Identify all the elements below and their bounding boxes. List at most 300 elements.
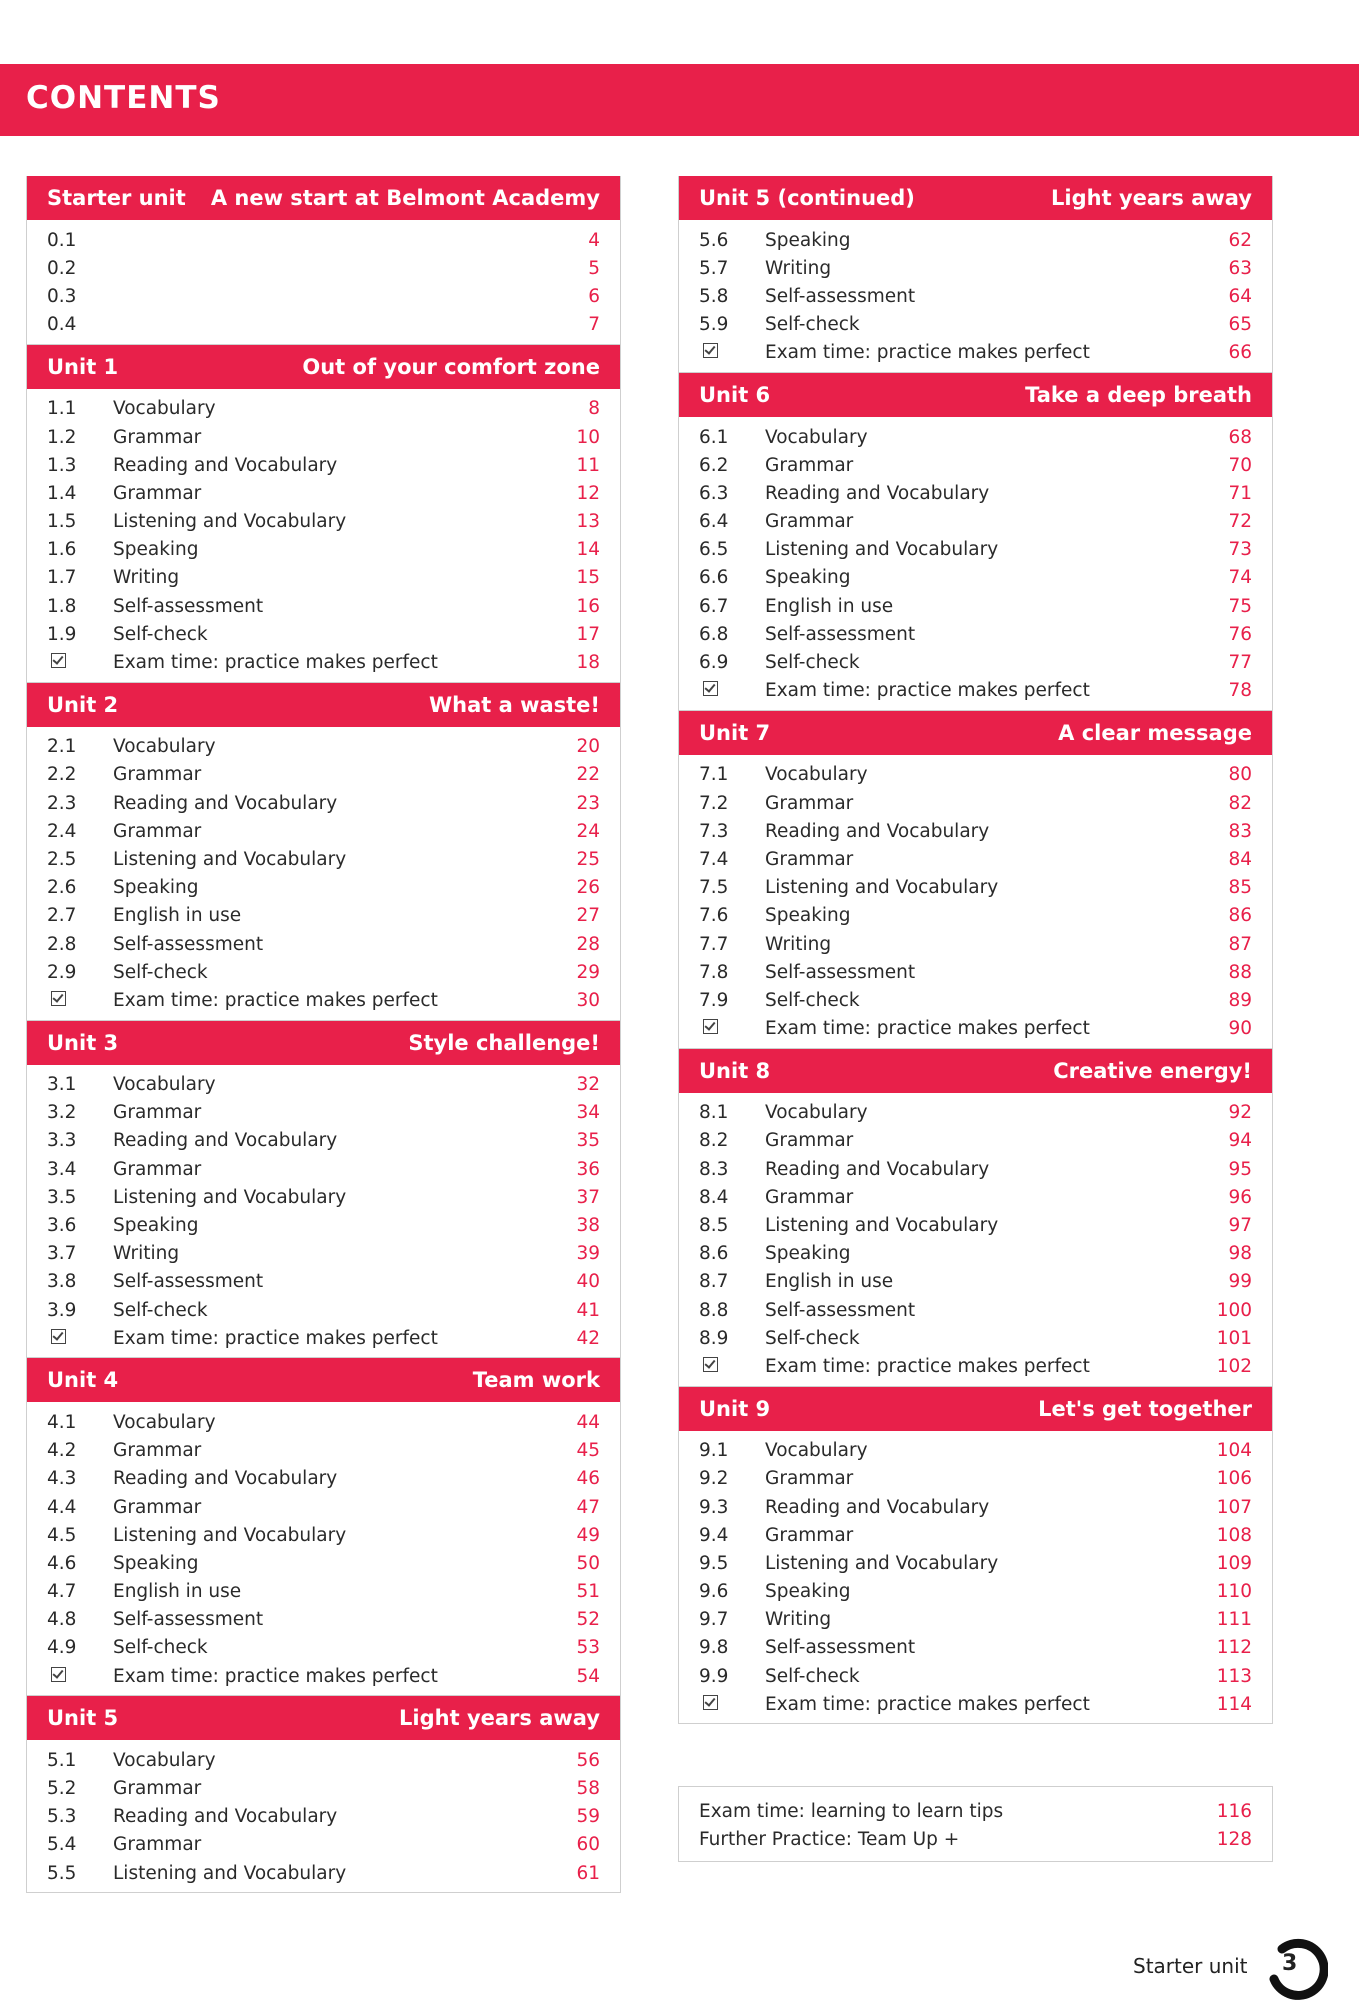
- section-name: Grammar: [113, 1496, 202, 1518]
- section-number: 2.6: [47, 877, 77, 899]
- contents-row[interactable]: [27, 282, 620, 310]
- contents-row[interactable]: [27, 1268, 620, 1296]
- contents-row[interactable]: [27, 451, 620, 479]
- section-number: 9.1: [699, 1440, 729, 1462]
- page-ref: 60: [576, 1834, 600, 1856]
- contents-banner: [0, 64, 1359, 136]
- section-number: 5.3: [47, 1806, 77, 1828]
- contents-row[interactable]: [679, 479, 1272, 507]
- contents-row[interactable]: [27, 311, 620, 339]
- exam-checkbox-icon: [699, 1356, 765, 1377]
- contents-row[interactable]: [27, 1465, 620, 1493]
- contents-row[interactable]: [679, 1634, 1272, 1662]
- section-name: Self-assessment: [765, 961, 916, 983]
- section-name: Writing: [113, 567, 180, 589]
- contents-row[interactable]: [27, 1746, 620, 1774]
- contents-row[interactable]: [679, 423, 1272, 451]
- contents-row[interactable]: [679, 1578, 1272, 1606]
- checkbox-icon: [703, 1357, 718, 1372]
- unit-section: [26, 176, 621, 345]
- extras-row[interactable]: [679, 1797, 1272, 1825]
- page-ref: 61: [576, 1862, 600, 1884]
- unit-title: Light years away: [1051, 186, 1252, 210]
- section-name: Speaking: [765, 229, 851, 251]
- section-name: Self-check: [765, 1327, 860, 1349]
- unit-header: [679, 373, 1272, 417]
- section-name: Grammar: [765, 848, 854, 870]
- contents-row[interactable]: [27, 874, 620, 902]
- unit-label: Unit 6: [699, 382, 771, 407]
- contents-row[interactable]: [27, 1859, 620, 1887]
- contents-row[interactable]: [27, 620, 620, 648]
- page-ref: 34: [576, 1102, 600, 1124]
- section-number: 2.2: [47, 764, 77, 786]
- contents-row[interactable]: [679, 508, 1272, 536]
- section-number: 5.5: [47, 1862, 77, 1884]
- section-number: 4.5: [47, 1524, 77, 1546]
- section-number: 4.7: [47, 1581, 77, 1603]
- section-name: Grammar: [113, 1102, 202, 1124]
- page-ref: 73: [1228, 539, 1252, 561]
- contents-row[interactable]: [27, 1606, 620, 1634]
- page-ref: 51: [576, 1581, 600, 1603]
- contents-row[interactable]: [679, 817, 1272, 845]
- extras-page: 128: [1216, 1828, 1252, 1850]
- unit-title: A clear message: [1058, 720, 1252, 745]
- section-name: Reading and Vocabulary: [765, 482, 990, 504]
- section-number: 7.7: [699, 933, 729, 955]
- extras-page: 116: [1216, 1800, 1252, 1822]
- contents-row[interactable]: [27, 1155, 620, 1183]
- contents-row[interactable]: [27, 479, 620, 507]
- section-number: 5.1: [47, 1749, 77, 1771]
- contents-row[interactable]: [27, 733, 620, 761]
- contents-row[interactable]: [679, 451, 1272, 479]
- contents-row[interactable]: [679, 1155, 1272, 1183]
- section-number: 3.6: [47, 1215, 77, 1237]
- checkbox-icon: [703, 1695, 718, 1710]
- page-ref: 70: [1228, 454, 1252, 476]
- section-number: 0.2: [47, 257, 77, 279]
- contents-row[interactable]: [679, 339, 1272, 367]
- unit-section: [26, 345, 621, 683]
- section-number: 1.3: [47, 454, 77, 476]
- page-ref: 11: [576, 454, 600, 476]
- section-number: 3.1: [47, 1074, 77, 1096]
- unit-rows: [27, 220, 620, 344]
- section-name: Reading and Vocabulary: [113, 1468, 338, 1490]
- unit-label: Unit 4: [47, 1368, 119, 1393]
- section-number: 9.8: [699, 1637, 729, 1659]
- extras-row[interactable]: [679, 1825, 1272, 1853]
- section-name: Listening and Vocabulary: [765, 877, 999, 899]
- section-number: 6.3: [699, 482, 729, 504]
- section-number: 4.8: [47, 1609, 77, 1631]
- page-ref: 46: [576, 1468, 600, 1490]
- section-name: Vocabulary: [113, 736, 216, 758]
- section-number: 9.4: [699, 1524, 729, 1546]
- page-ref: 76: [1228, 623, 1252, 645]
- section-number: 6.4: [699, 511, 729, 533]
- page-ref: 26: [576, 877, 600, 899]
- section-name: Speaking: [765, 1581, 851, 1603]
- section-name: Grammar: [765, 1130, 854, 1152]
- extras-name: Exam time: learning to learn tips: [699, 1800, 1004, 1822]
- contents-row[interactable]: [27, 1803, 620, 1831]
- page-ref: 47: [576, 1496, 600, 1518]
- section-number: 2.3: [47, 792, 77, 814]
- unit-title: Take a deep breath: [1025, 382, 1252, 407]
- unit-rows: [27, 1402, 620, 1695]
- section-name: Vocabulary: [765, 764, 868, 786]
- section-number: 6.1: [699, 426, 729, 448]
- unit-rows: [679, 1431, 1272, 1724]
- exam-checkbox-icon: [47, 1666, 113, 1687]
- checkbox-icon: [51, 991, 66, 1006]
- contents-row[interactable]: [27, 1521, 620, 1549]
- section-name: Grammar: [765, 1524, 854, 1546]
- contents-row[interactable]: [27, 536, 620, 564]
- page-ref: 17: [576, 623, 600, 645]
- section-name: English in use: [113, 1581, 242, 1603]
- contents-row[interactable]: [27, 761, 620, 789]
- contents-row[interactable]: [679, 1521, 1272, 1549]
- contents-row[interactable]: [679, 592, 1272, 620]
- page-ref: 92: [1228, 1102, 1252, 1124]
- contents-row[interactable]: [27, 1211, 620, 1239]
- checkbox-icon: [51, 1667, 66, 1682]
- contents-row[interactable]: [27, 1662, 620, 1690]
- contents-row[interactable]: [679, 958, 1272, 986]
- section-name: Self-check: [113, 961, 208, 983]
- page-ref: 65: [1228, 314, 1252, 336]
- section-name: Grammar: [765, 511, 854, 533]
- contents-row[interactable]: [679, 677, 1272, 705]
- section-number: 4.4: [47, 1496, 77, 1518]
- unit-header: [679, 1049, 1272, 1093]
- contents-row[interactable]: [679, 1690, 1272, 1718]
- section-name: Listening and Vocabulary: [765, 1552, 999, 1574]
- section-number: 8.7: [699, 1271, 729, 1293]
- contents-row[interactable]: [679, 986, 1272, 1014]
- page-ref: 96: [1228, 1186, 1252, 1208]
- page-ref: 38: [576, 1215, 600, 1237]
- checkbox-icon: [703, 1019, 718, 1034]
- section-name: Reading and Vocabulary: [113, 792, 338, 814]
- section-name: Grammar: [113, 1440, 202, 1462]
- unit-label: Unit 8: [699, 1058, 771, 1083]
- section-number: 5.8: [699, 285, 729, 307]
- contents-row[interactable]: [679, 1493, 1272, 1521]
- page-title: CONTENTS: [26, 80, 221, 116]
- unit-label: Unit 5: [47, 1706, 119, 1731]
- contents-row[interactable]: [679, 1183, 1272, 1211]
- contents-row[interactable]: [679, 226, 1272, 254]
- section-number: 5.7: [699, 257, 729, 279]
- contents-row[interactable]: [679, 1662, 1272, 1690]
- contents-row[interactable]: [679, 1211, 1272, 1239]
- section-number: 8.6: [699, 1243, 729, 1265]
- contents-row[interactable]: [27, 930, 620, 958]
- page-ref: 23: [576, 792, 600, 814]
- page-ref: 39: [576, 1243, 600, 1265]
- contents-row[interactable]: [27, 1296, 620, 1324]
- contents-row[interactable]: [679, 845, 1272, 873]
- checkbox-icon: [51, 653, 66, 668]
- contents-row[interactable]: [27, 592, 620, 620]
- unit-header: [679, 176, 1272, 220]
- contents-row[interactable]: [679, 874, 1272, 902]
- section-number: 9.5: [699, 1552, 729, 1574]
- unit-rows: [27, 727, 620, 1020]
- contents-row[interactable]: [679, 311, 1272, 339]
- contents-row[interactable]: [27, 1437, 620, 1465]
- page-ref: 80: [1228, 764, 1252, 786]
- contents-row[interactable]: [679, 1296, 1272, 1324]
- unit-title: Out of your comfort zone: [302, 354, 600, 379]
- contents-row[interactable]: [27, 902, 620, 930]
- unit-header: [27, 683, 620, 727]
- page-ref: 71: [1228, 482, 1252, 504]
- page-ref: 110: [1216, 1581, 1252, 1603]
- page-ref: 111: [1216, 1609, 1252, 1631]
- contents-row[interactable]: [27, 254, 620, 282]
- section-name: Grammar: [765, 1468, 854, 1490]
- contents-row[interactable]: [679, 1240, 1272, 1268]
- unit-section: [26, 1696, 621, 1893]
- contents-row[interactable]: [679, 282, 1272, 310]
- contents-row[interactable]: [27, 1634, 620, 1662]
- contents-row[interactable]: [27, 1408, 620, 1436]
- page-ref: 100: [1216, 1299, 1252, 1321]
- unit-header: [27, 1358, 620, 1402]
- section-number: 6.2: [699, 454, 729, 476]
- page-ref: 82: [1228, 792, 1252, 814]
- section-number: 7.5: [699, 877, 729, 899]
- section-name: Vocabulary: [113, 1411, 216, 1433]
- section-number: 8.5: [699, 1215, 729, 1237]
- section-number: 3.8: [47, 1271, 77, 1293]
- section-number: 9.6: [699, 1581, 729, 1603]
- unit-label: Unit 5 (continued): [699, 186, 915, 210]
- section-number: 2.8: [47, 933, 77, 955]
- section-name: Vocabulary: [765, 1102, 868, 1124]
- section-name: Listening and Vocabulary: [113, 1862, 347, 1884]
- unit-title: Style challenge!: [408, 1030, 600, 1055]
- section-number: 7.1: [699, 764, 729, 786]
- contents-row[interactable]: [27, 1578, 620, 1606]
- section-number: 6.5: [699, 539, 729, 561]
- section-number: 1.4: [47, 482, 77, 504]
- checkbox-icon: [703, 343, 718, 358]
- contents-row[interactable]: [27, 1099, 620, 1127]
- section-name: Vocabulary: [113, 1749, 216, 1771]
- exam-checkbox-icon: [699, 680, 765, 701]
- unit-label: Unit 7: [699, 720, 771, 745]
- extras-name: Further Practice: Team Up +: [699, 1828, 960, 1850]
- page-ref: 37: [576, 1186, 600, 1208]
- section-name: Reading and Vocabulary: [113, 454, 338, 476]
- section-name: Writing: [765, 257, 832, 279]
- page-ref: 95: [1228, 1158, 1252, 1180]
- contents-row[interactable]: [27, 1549, 620, 1577]
- contents-row[interactable]: [27, 1127, 620, 1155]
- contents-row[interactable]: [27, 564, 620, 592]
- contents-row[interactable]: [679, 902, 1272, 930]
- contents-row[interactable]: [679, 761, 1272, 789]
- section-name: Listening and Vocabulary: [113, 511, 347, 533]
- page-ref: 94: [1228, 1130, 1252, 1152]
- contents-row[interactable]: [679, 1437, 1272, 1465]
- unit-rows: [679, 220, 1272, 372]
- page-ref: 62: [1228, 229, 1252, 251]
- contents-row[interactable]: [27, 1183, 620, 1211]
- section-name: Exam time: practice makes perfect: [765, 680, 1090, 702]
- section-name: Self-assessment: [765, 623, 916, 645]
- section-name: Speaking: [113, 1552, 199, 1574]
- section-name: Vocabulary: [765, 1440, 868, 1462]
- section-name: Grammar: [113, 1834, 202, 1856]
- page-ref: 68: [1228, 426, 1252, 448]
- page-ref: 107: [1216, 1496, 1252, 1518]
- contents-row[interactable]: [27, 845, 620, 873]
- section-name: Reading and Vocabulary: [113, 1806, 338, 1828]
- contents-row[interactable]: [27, 817, 620, 845]
- section-name: Writing: [765, 933, 832, 955]
- page-ref: 86: [1228, 905, 1252, 927]
- checkbox-icon: [51, 1329, 66, 1344]
- section-name: Grammar: [113, 820, 202, 842]
- section-number: 1.8: [47, 595, 77, 617]
- contents-row[interactable]: [679, 536, 1272, 564]
- contents-row[interactable]: [27, 1493, 620, 1521]
- page-ref: 66: [1228, 342, 1252, 364]
- section-name: Writing: [113, 1243, 180, 1265]
- section-name: Grammar: [113, 426, 202, 448]
- unit-rows: [679, 1093, 1272, 1386]
- section-name: Writing: [765, 1609, 832, 1631]
- section-name: Grammar: [113, 764, 202, 786]
- section-number: 1.6: [47, 539, 77, 561]
- section-name: Reading and Vocabulary: [765, 1496, 990, 1518]
- contents-row[interactable]: [27, 1324, 620, 1352]
- contents-row[interactable]: [679, 1465, 1272, 1493]
- section-name: Grammar: [765, 1186, 854, 1208]
- contents-row[interactable]: [679, 620, 1272, 648]
- page-ref: 72: [1228, 511, 1252, 533]
- contents-row[interactable]: [679, 1099, 1272, 1127]
- page-ref: 6: [588, 285, 600, 307]
- section-name: Vocabulary: [765, 426, 868, 448]
- page-ref: 30: [576, 989, 600, 1011]
- contents-row[interactable]: [27, 958, 620, 986]
- contents-row[interactable]: [679, 1606, 1272, 1634]
- page-ref: 98: [1228, 1243, 1252, 1265]
- section-name: Self-check: [765, 652, 860, 674]
- unit-section: [678, 176, 1273, 373]
- section-number: 9.2: [699, 1468, 729, 1490]
- page-ref: 74: [1228, 567, 1252, 589]
- unit-rows: [679, 417, 1272, 710]
- section-name: Speaking: [113, 1215, 199, 1237]
- unit-rows: [679, 755, 1272, 1048]
- contents-row[interactable]: [27, 1071, 620, 1099]
- page-ref: 10: [576, 426, 600, 448]
- section-name: Self-check: [765, 989, 860, 1011]
- page-ref: 89: [1228, 989, 1252, 1011]
- page-ref: 88: [1228, 961, 1252, 983]
- contents-row[interactable]: [679, 1352, 1272, 1380]
- section-name: Exam time: practice makes perfect: [765, 342, 1090, 364]
- page-ref: 63: [1228, 257, 1252, 279]
- contents-row[interactable]: [27, 423, 620, 451]
- contents-row[interactable]: [679, 930, 1272, 958]
- contents-row[interactable]: [27, 508, 620, 536]
- contents-row[interactable]: [679, 789, 1272, 817]
- section-number: 3.3: [47, 1130, 77, 1152]
- section-number: 8.8: [699, 1299, 729, 1321]
- contents-row[interactable]: [679, 1549, 1272, 1577]
- page-ref: 50: [576, 1552, 600, 1574]
- contents-row[interactable]: [679, 254, 1272, 282]
- section-number: 7.4: [699, 848, 729, 870]
- page-ref: 27: [576, 905, 600, 927]
- section-number: 1.9: [47, 623, 77, 645]
- section-number: 0.4: [47, 314, 77, 336]
- contents-row[interactable]: [679, 1015, 1272, 1043]
- section-number: 8.4: [699, 1186, 729, 1208]
- page-ref: 104: [1216, 1440, 1252, 1462]
- section-name: Self-assessment: [113, 1271, 264, 1293]
- exam-checkbox-icon: [699, 1018, 765, 1039]
- extras-box: [678, 1786, 1273, 1862]
- contents-row[interactable]: [679, 1324, 1272, 1352]
- page-number: 3: [1282, 1951, 1298, 1976]
- section-number: 7.9: [699, 989, 729, 1011]
- section-name: English in use: [113, 905, 242, 927]
- section-name: Self-check: [113, 1299, 208, 1321]
- contents-row[interactable]: [27, 1774, 620, 1802]
- contents-row[interactable]: [27, 1240, 620, 1268]
- section-name: Self-assessment: [765, 285, 916, 307]
- unit-title: Team work: [472, 1368, 600, 1393]
- contents-row[interactable]: [27, 226, 620, 254]
- section-name: Self-check: [765, 314, 860, 336]
- contents-row[interactable]: [27, 789, 620, 817]
- contents-row[interactable]: [679, 1268, 1272, 1296]
- contents-row[interactable]: [679, 564, 1272, 592]
- page-ref: 108: [1216, 1524, 1252, 1546]
- page-ref: 53: [576, 1637, 600, 1659]
- section-number: 3.5: [47, 1186, 77, 1208]
- section-name: Speaking: [765, 905, 851, 927]
- contents-row[interactable]: [27, 648, 620, 676]
- page-ref: 87: [1228, 933, 1252, 955]
- contents-row[interactable]: [679, 648, 1272, 676]
- page-ref: 114: [1216, 1693, 1252, 1715]
- section-number: 8.3: [699, 1158, 729, 1180]
- contents-row[interactable]: [27, 1831, 620, 1859]
- section-name: Exam time: practice makes perfect: [765, 1693, 1090, 1715]
- section-name: Listening and Vocabulary: [113, 1186, 347, 1208]
- section-number: 4.6: [47, 1552, 77, 1574]
- section-name: English in use: [765, 1271, 894, 1293]
- contents-row[interactable]: [679, 1127, 1272, 1155]
- page-ref: 41: [576, 1299, 600, 1321]
- contents-row[interactable]: [27, 395, 620, 423]
- page-ref: 99: [1228, 1271, 1252, 1293]
- contents-row[interactable]: [27, 986, 620, 1014]
